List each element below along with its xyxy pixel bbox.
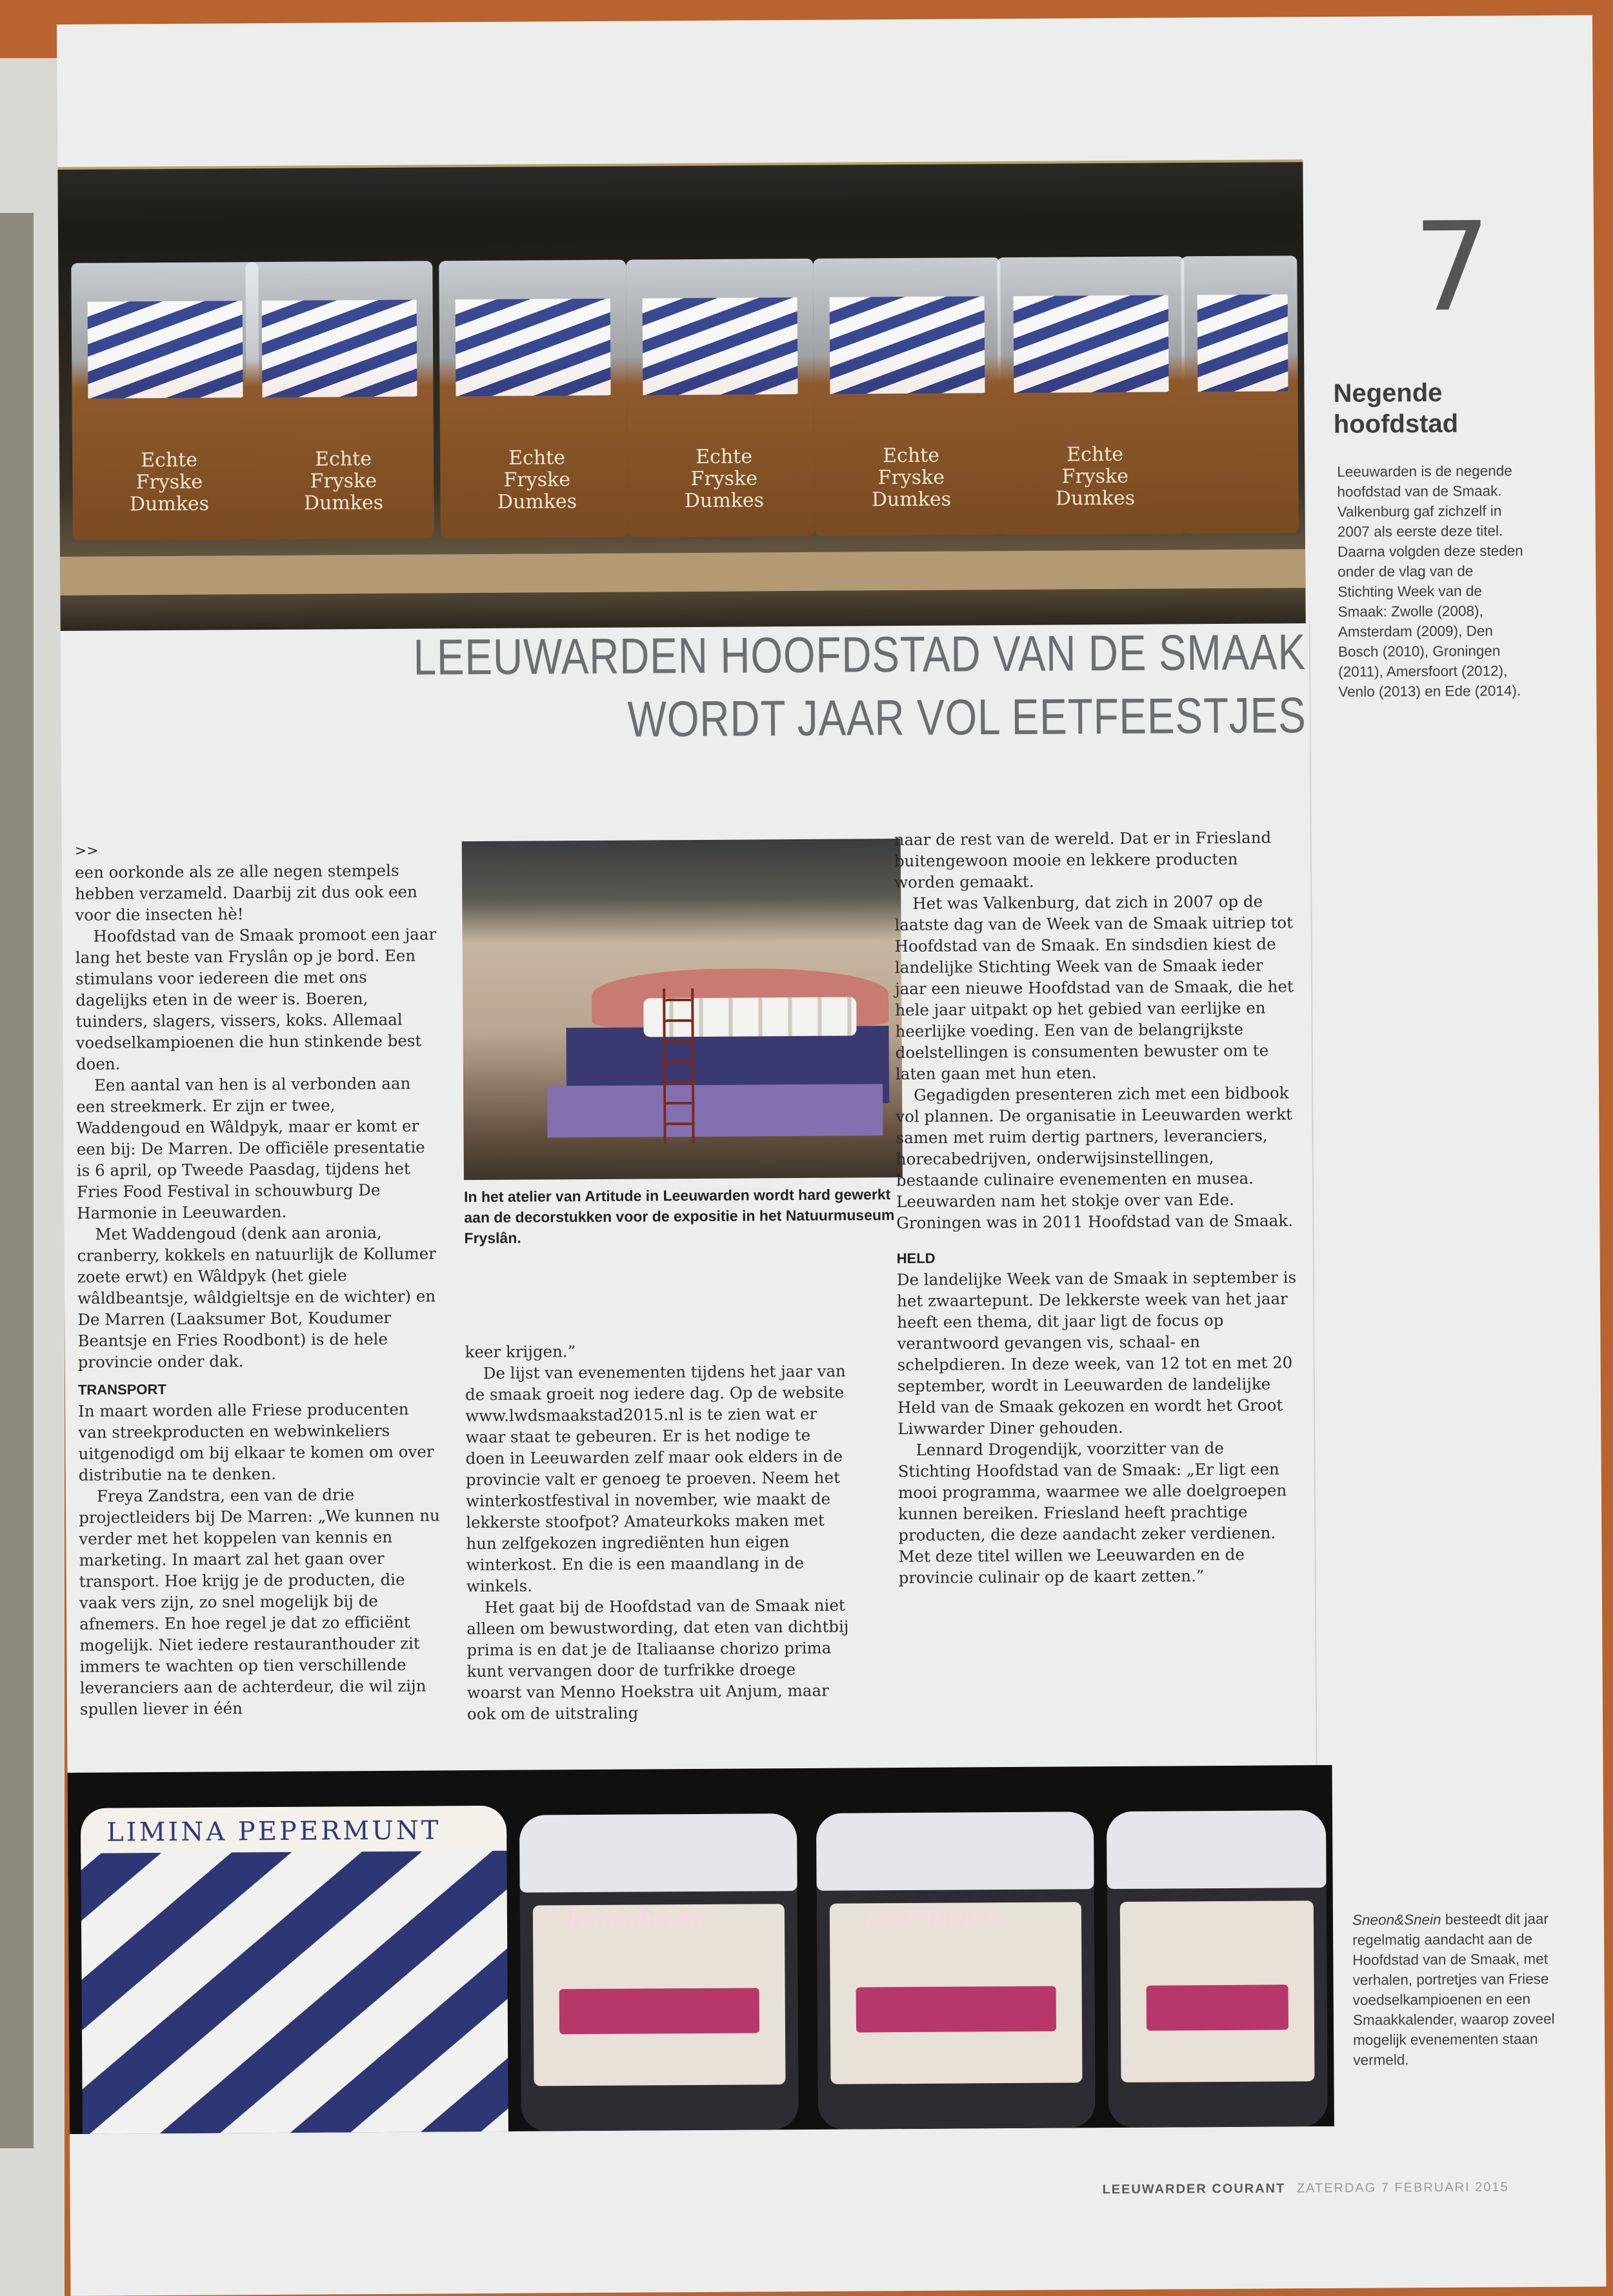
photo-caption: In het atelier van Artitude in Leeuwarden wordt hard gewerkt aan de decorstukken voor de expositie in het Natuurmuseum Fryslân.: [464, 1186, 895, 1247]
caption-text: besteedt dit jaar regelmatig aandacht aan de Hoofdstad van de Smaak, met verhalen, portretjes van Friese voedselkampioenen en een Smaakkalender, waarop zoveel mogelijk evenementen staan vermeld.: [1352, 1910, 1555, 2068]
article-headline: [390, 620, 1307, 752]
ladder: [663, 988, 694, 1143]
page-footer: [1102, 2180, 1508, 2197]
sidebar-number: 7: [1412, 195, 1492, 339]
paragraph: Het gaat bij de Hoofdstad van de Smaak niet alleen om bewustwording, dat eten van dichtbij prima is en dat je de Italiaanse chorizo prima kunt vervangen door de turfrikke droege woarst van Menno Hoekstra uit Anjum, maar ook om de uitstraling: [466, 1595, 849, 1724]
sidebar-heading: Negende hoofdstad: [1333, 378, 1459, 439]
paragraph: De lijst van evenementen tijdens het jaar van de smaak groeit nog iedere dag. Op de website www.lwdsmaakstad2015.nl is te zien wat er waar staat te gebeuren. Er is het nodige te doen in Leeuwarden zelf maar ook elders in de provincie valt er genoeg te proeven. Neem het winterkostfestival in november, wie maakt de lekkerste stoofpot? Amateurkoks maken met hun zelfgekozen ingrediënten hun eigen winterkost. En die is een maandlang in de winkels.: [465, 1361, 846, 1596]
jam-jar: Tearnbeien: [519, 1813, 799, 2131]
paragraph: De landelijke Week van de Smaak in september is het zwaartepunt. De lekkerste week van het jaar heeft een thema, dit jaar ligt de focus op verantwoord gevangen vis, schaal- en schelpdieren. In deze week, van 12 tot en met 20 september, wordt in Leeuwarden de landelijke Held van de Smaak gekozen en wordt het Groot Liwwarder Diner gehouden.: [896, 1268, 1297, 1439]
background-strip: [0, 213, 34, 2148]
cookie-bag: Echte Fryske Dumkes: [997, 256, 1186, 535]
atelier-photo: [462, 839, 903, 1180]
column-rule: [1309, 623, 1317, 1784]
caption-name: Sneon&Snein: [1352, 1911, 1441, 1928]
cookie-bag: Echte Fryske Dumkes: [626, 259, 815, 537]
cookie-bag: Echte Fryske Dumkes: [245, 261, 434, 539]
paragraph: een oorkonde als ze alle negen stempels hebben verzameld. Daarbij zit dus ook een voor die insecten hè!: [74, 861, 417, 924]
peppermint-tin: [81, 1809, 508, 2134]
paragraph: Hoofdstad van de Smaak promoot een jaar lang het beste van Fryslân op je bord. Een stimulans voor iedereen die met ons dagelijks eten in de weer is. Boeren, tuinders, slagers, vissers, koks. Allemaal voedselkampioenen die hun stinkende best doen.: [75, 924, 437, 1073]
jam-jar: Tearnbeien: [816, 1812, 1096, 2130]
top-photo-dumkes: [57, 162, 1305, 631]
cookie-bag: Echte Fryske Dumkes: [813, 257, 1002, 536]
paragraph: Met Waddengoud (denk aan aronia, cranberry, kokkels en natuurlijk de Kollumer zoete erwt) en Wâldpyk (het giele wâldbeantsje, wâldgieltsje en de wichter) en De Marren (Laaksumer Bot, Koudumer Beantsje en Fries Roodbont) is de hele provincie onder dak.: [77, 1223, 437, 1372]
publication-name: LEEUWARDER COURANT: [1102, 2181, 1286, 2197]
paragraph: Het was Valkenburg, dat zich in 2007 op de laatste dag van de Week van de Smaak uitriep tot Hoofdstad van de Smaak. En sindsdien kiest de landelijke Stichting Week van de Smaak ieder jaar een nieuwe Hoofdstad van de Smaak, die het hele jaar uitpakt op het gebied van eerlijke en heerlijke voeding. Een van de belangrijkste doelstellingen is consumenten bewuster om te laten gaan met hun eten.: [894, 892, 1294, 1084]
sidebar-body: Leeuwarden is de negende hoofdstad van de Smaak. Valkenburg gaf zichzelf in 2007 als eerste deze titel. Daarna volgden deze steden onder de vlag van de Stichting Week van de Smaak: Zwolle (2008), Amsterdam (2009), Den Bosch (2010), Groningen (2011), Amersfoort (2012), Venlo (2013) en Ede (2014).: [1337, 463, 1523, 700]
subheading: TRANSPORT: [77, 1381, 166, 1398]
tin-text: LIMINA PEPERMUNT: [106, 1815, 441, 1848]
paragraph: Gegadigden presenteren zich met een bidbook vol plannen. De organisatie in Leeuwarden werkt samen met ruim dertig partners, leveranciers, horecabedrijven, onderwijsinstellingen, bestaande culinaire evenementen en musea. Leeuwarden nam het stokje over van Ede. Groningen was in 2011 Hoofdstad van de Smaak.: [896, 1083, 1294, 1233]
headline-line-2: WORDT JAAR VOL EETFEESTJES: [627, 686, 1307, 748]
article-column-1: [75, 838, 441, 1719]
shelf: [60, 549, 1305, 595]
paragraph: keer krijgen.”: [465, 1342, 576, 1362]
article-column-3: [894, 826, 1299, 1588]
article-column-2: [465, 1339, 854, 1725]
bottom-photo-jars: [68, 1765, 1334, 2134]
cookie-bag: Echte Fryske Dumkes: [439, 260, 628, 539]
paragraph: Lennard Drogendijk, voorzitter van de Stichting Hoofdstad van de Smaak: „Er ligt een mooi programma, waarmee we alle doelgroepen kunnen bereiken. Friesland heeft prachtige producten, die deze aandacht zeker verdienen. Met deze titel willen we Leeuwarden en de provincie culinair op de kaart zetten.”: [897, 1438, 1287, 1588]
publication-date: ZATERDAG 7 FEBRUARI 2015: [1296, 2180, 1509, 2196]
paragraph: Een aantal van hen is al verbonden aan een streekmerk. Er zijn er twee, Waddengoud en Wâldpyk, maar er komt er een bij: De Marren. De officiële presentatie is 6 april, op Tweede Paasdag, tijdens het Fries Food Festival in schouwburg De Harmonie in Leeuwarden.: [76, 1073, 425, 1223]
newspaper-page: [57, 15, 1606, 2295]
headline-line-1: LEEUWARDEN HOOFDSTAD VAN DE SMAAK: [413, 623, 1307, 686]
mural-tongue: [547, 1084, 883, 1137]
bottom-caption: [1352, 1909, 1567, 2070]
paragraph: naar de rest van de wereld. Dat er in Friesland buitengewoon mooie en lekkere producten worden gemaakt.: [894, 828, 1272, 892]
paragraph: In maart worden alle Friese producenten van streekproducten en webwinkeliers uitgenodigd om bij elkaar te komen om over distributie na te denken.: [78, 1399, 434, 1484]
cookie-bag: Echte Fryske Dumkes: [71, 262, 260, 541]
paragraph: Freya Zandstra, een van de drie projectleiders bij De Marren: „We kunnen nu verder met het koppelen van kennis en marketing. In maart zal het gaan over transport. Hoe krijg je de producten, die vaak vers zijn, zo snel mogelijk bij de afnemers. En hoe regel je dat zo efficiënt mogelijk. Niet iedere restauranthouder zit immers te wachten op tien verschillende leveranciers aan de achterdeur, die wil zijn spullen liever in één: [79, 1485, 440, 1719]
cookie-bag: [1181, 255, 1299, 534]
subheading: HELD: [896, 1250, 936, 1267]
continuation-marker: >>: [74, 843, 99, 859]
jam-jar: [1107, 1810, 1328, 2128]
